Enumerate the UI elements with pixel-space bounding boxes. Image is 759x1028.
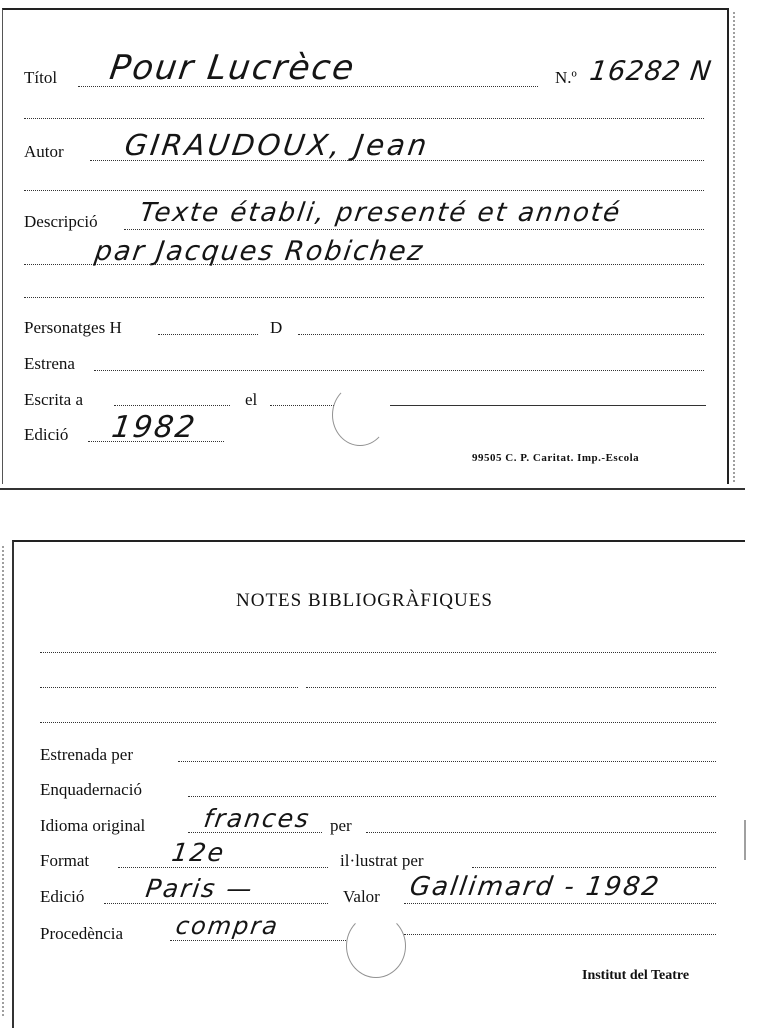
idioma-original-label: Idioma original xyxy=(40,816,146,835)
escrita-el-line-b xyxy=(390,405,706,406)
card-edge-mark-right xyxy=(744,820,754,860)
estrena-line xyxy=(94,370,704,371)
titol-extra-line xyxy=(24,118,704,119)
punch-hole-back xyxy=(346,914,406,978)
edicio-back-value: Paris — xyxy=(143,874,256,903)
notes-line-3 xyxy=(40,722,716,723)
edicio-back-line xyxy=(104,903,328,904)
idioma-original-value: frances xyxy=(201,804,313,833)
notes-heading: NOTES BIBLIOGRÀFIQUES xyxy=(236,590,493,611)
personatges-h-line xyxy=(158,334,258,335)
descripcio-value-1: Texte établi, presenté et annoté xyxy=(137,198,624,228)
format-value: 12e xyxy=(169,838,228,867)
procedencia-value: compra xyxy=(174,912,282,940)
enquadernacio-label: Enquadernació xyxy=(40,780,142,799)
procedencia-line-b xyxy=(404,934,716,935)
titol-label: Títol xyxy=(24,68,58,87)
valor-label: Valor xyxy=(343,887,380,906)
valor-value: Gallimard - 1982 xyxy=(407,872,663,902)
personatges-d-line xyxy=(298,334,704,335)
escrita-a-label: Escrita a xyxy=(24,390,83,409)
descripcio-label: Descripció xyxy=(24,212,98,231)
punch-hole-front xyxy=(332,384,388,446)
titol-value: Pour Lucrèce xyxy=(107,48,359,88)
personatges-label: Personatges H xyxy=(24,318,122,337)
escrita-el-label: el xyxy=(245,390,258,409)
descripcio-line-3 xyxy=(24,297,704,298)
notes-line-2a xyxy=(40,687,298,688)
estrenada-per-line xyxy=(178,761,716,762)
institut-footer: Institut del Teatre xyxy=(582,968,690,983)
numero-label: N.º xyxy=(555,68,577,87)
personatges-d-label: D xyxy=(270,318,283,337)
estrena-label: Estrena xyxy=(24,354,75,373)
card-edge-marks-left xyxy=(2,546,12,1016)
autor-label: Autor xyxy=(24,142,64,161)
edicio-back-label: Edició xyxy=(40,887,85,906)
estrenada-per-label: Estrenada per xyxy=(40,745,133,764)
enquadernacio-line xyxy=(188,796,716,797)
procedencia-label: Procedència xyxy=(40,924,124,943)
notes-line-2b xyxy=(306,687,716,688)
idioma-per-line xyxy=(366,832,716,833)
format-label: Format xyxy=(40,851,90,870)
notes-line-1 xyxy=(40,652,716,653)
card-front-bottom-edge xyxy=(0,488,745,490)
autor-value: GIRAUDOUX, Jean xyxy=(122,128,432,162)
procedencia-line xyxy=(170,940,346,941)
escrita-el-line-a xyxy=(270,405,334,406)
idioma-per-label: per xyxy=(330,816,352,835)
autor-extra-line xyxy=(24,190,704,191)
format-line xyxy=(118,867,328,868)
imprint-text: 99505 C. P. Caritat. Imp.-Escola xyxy=(472,452,640,464)
il-lustrat-per-line xyxy=(472,867,716,868)
il-lustrat-per-label: il·lustrat per xyxy=(340,851,424,870)
escrita-a-line xyxy=(114,405,230,406)
descripcio-value-2: par Jacques Robichez xyxy=(92,236,427,267)
numero-value: 16282 N xyxy=(587,56,714,87)
descripcio-line-1 xyxy=(124,229,704,230)
card-edge-marks xyxy=(733,12,743,482)
valor-line xyxy=(404,903,716,904)
edicio-value: 1982 xyxy=(109,410,199,445)
edicio-label: Edició xyxy=(24,425,69,444)
